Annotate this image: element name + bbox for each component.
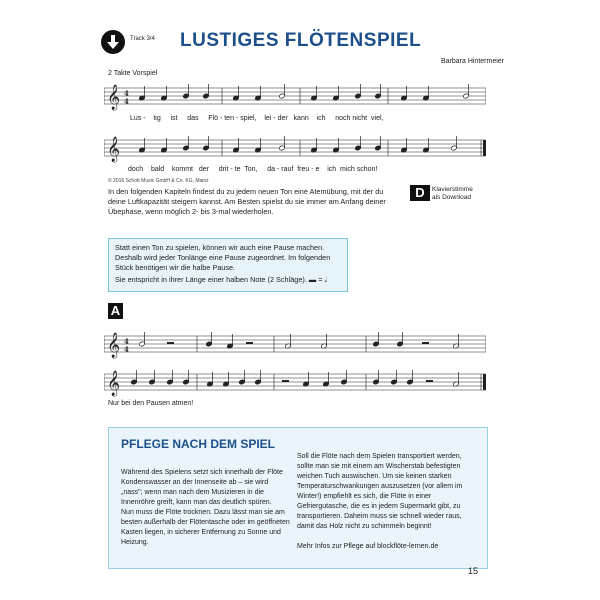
care-box xyxy=(108,427,488,569)
intro-note: 2 Takte Vorspiel xyxy=(108,70,158,77)
lyric-syllable: Lus xyxy=(130,115,142,122)
lyric-syllable: der xyxy=(277,115,288,122)
lyric-syllable: freu xyxy=(297,166,310,173)
lyric-syllable: te xyxy=(234,166,241,173)
lyrics-line-1: Lus - tig ist das Flö - ten - spiel, lei - der kann ich noch nicht viel, xyxy=(130,115,384,122)
lyric-syllable: lei xyxy=(264,115,272,122)
lyric-syllable: kann xyxy=(293,115,309,122)
care-left-p2: Nun muss die Flöte trocknen. Dazu lässt man sie am besten außerhalb der Flötentasche oder im geöffneten Kasten liegen, in sicherer Entfernung zu Sonne und Heizung. xyxy=(121,509,290,546)
lyric-syllable: der xyxy=(198,166,209,173)
care-title: PFLEGE NACH DEM SPIEL xyxy=(121,437,276,451)
lyric-syllable: das xyxy=(187,115,199,122)
lyric-syllable: spiel, xyxy=(240,115,257,122)
lyric-syllable: tig xyxy=(153,115,161,122)
rest-info-box xyxy=(108,238,348,292)
breathing-paragraph: In den folgenden Kapiteln findest du zu jedem neuen Ton eine Atemübung, mit der du deine Luftkapazität steigern kannst. Am Besten spielst du sie immer am Anfang deiner Übephase, wenn möglich 2- bis 3-mal wiederholen. xyxy=(108,187,386,216)
lyric-syllable: da xyxy=(267,166,276,173)
svg-text:𝄞: 𝄞 xyxy=(107,85,121,110)
lyrics-line-2: doch bald kommt der drit - te Ton, da - rauf freu - e ich mich schon! xyxy=(128,166,378,173)
lyric-syllable: kommt xyxy=(171,166,193,173)
svg-text:4: 4 xyxy=(124,89,129,98)
care-right-column xyxy=(297,452,472,552)
lyric-syllable: e xyxy=(315,166,320,173)
lyric-syllable: bald xyxy=(150,166,165,173)
copyright: © 2016 Schott Music GmbH & Co. KG, Mainz xyxy=(108,178,209,184)
composer: Barbara Hintermeier xyxy=(440,58,504,65)
lyric-syllable: ich xyxy=(316,115,326,122)
info-text-1: Statt einen Ton zu spielen, können wir auch eine Pause machen. Deshalb wird jeder Tonlänge eine Pause zugeordnet. Im folgenden Stück benötigen wir die halbe Pause. xyxy=(115,243,331,272)
lyric-syllable: mich schon! xyxy=(340,166,378,173)
care-right-p1: Soll die Flöte nach dem Spielen transportiert werden, sollte man sie mit einem am Wischerstab befestigten weichen Tuch auswischen. Um sie keinen starken Temperaturschwankungen auszusetzen (vor allem im Winter!) empfiehlt es sich, die Flöte in einer Gefriergutasche, die es in jedem Supermarkt gibt, zu transportieren. Daheim muss sie schnell wieder raus, damit das Holz nicht zu schimmeln beginnt! xyxy=(297,453,463,530)
breathing-note: Nur bei den Pausen atmen! xyxy=(108,400,194,407)
svg-text:𝄞: 𝄞 xyxy=(107,333,121,358)
page-title: LUSTIGES FLÖTENSPIEL xyxy=(180,30,422,51)
track-label: Track 3/4 xyxy=(130,36,155,42)
download-badge-icon[interactable]: D xyxy=(410,185,430,201)
info-text-2: Sie entspricht in ihrer Länge einer halben Note (2 Schläge). ▬ = 𝅗𝅥 xyxy=(115,275,327,284)
download-label-line1: Klavierstimme xyxy=(432,186,473,193)
lyric-syllable: drit xyxy=(218,166,229,173)
lyric-syllable: ten xyxy=(224,115,234,122)
svg-text:4: 4 xyxy=(124,345,129,354)
svg-text:𝄞: 𝄞 xyxy=(107,371,121,396)
svg-text:4: 4 xyxy=(124,97,129,106)
download-label[interactable] xyxy=(432,186,473,202)
care-left-column xyxy=(121,468,291,548)
lyric-syllable: Ton, xyxy=(244,166,258,173)
download-label-line2: als Download xyxy=(432,194,472,201)
lyric-syllable: rauf xyxy=(281,166,294,173)
svg-text:𝄞: 𝄞 xyxy=(107,137,121,162)
download-arrow-icon[interactable] xyxy=(101,30,125,54)
lyric-syllable: ist xyxy=(170,115,178,122)
lyric-syllable: ich xyxy=(327,166,337,173)
music-staff-2 xyxy=(104,134,486,164)
page-number: 15 xyxy=(468,566,479,576)
music-staff-4 xyxy=(104,368,486,398)
music-staff-3 xyxy=(104,330,486,360)
care-link[interactable]: Mehr Infos zur Pflege auf blockflöte-lernen.de xyxy=(297,543,439,550)
svg-text:4: 4 xyxy=(124,337,129,346)
section-marker: A xyxy=(108,303,123,319)
music-staff-1 xyxy=(104,82,486,112)
lyric-syllable: Flö xyxy=(208,115,218,122)
care-left-p1: Während des Spielens setzt sich innerhalb der Flöte Kondenswasser an der Innenseite ab – sie wird „nass"; wenn man nach dem Musizieren in die Innenröhre greift, kann man das deutlich spüren. xyxy=(121,469,283,506)
lyric-syllable: doch xyxy=(128,166,144,173)
lyric-syllable: noch nicht xyxy=(335,115,368,122)
lyric-syllable: viel, xyxy=(371,115,384,122)
